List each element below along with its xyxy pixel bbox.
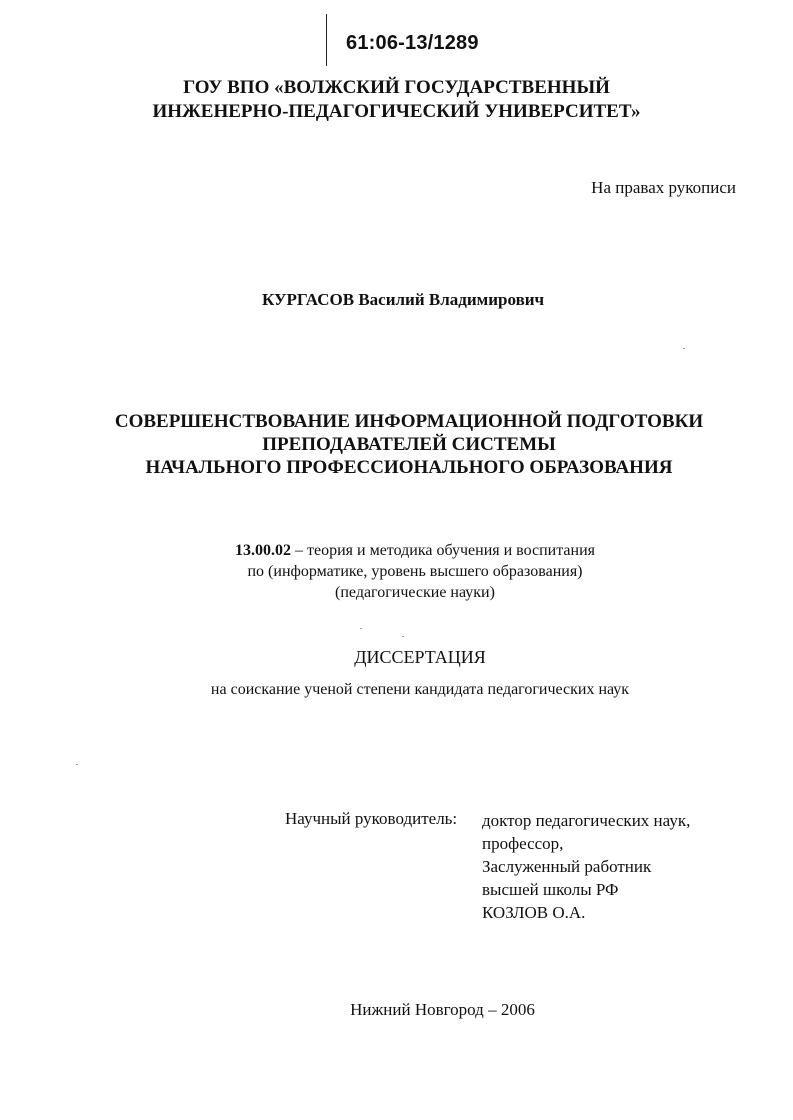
scan-speck [402, 636, 404, 637]
author-name [262, 290, 544, 310]
author-given-names: Василий Владимирович [358, 290, 545, 309]
document-type: ДИССЕРТАЦИЯ [354, 647, 486, 667]
scan-speck [360, 628, 362, 629]
scan-speck [683, 348, 685, 349]
rights-notice: На правах рукописи [591, 178, 736, 197]
archive-stamp-code: 61:06-13/1289 [346, 32, 479, 54]
title-line-3: НАЧАЛЬНОГО ПРОФЕССИОНАЛЬНОГО ОБРАЗОВАНИЯ [145, 457, 673, 478]
stamp-divider-line [326, 14, 327, 66]
supervisor-honor-line-2: высшей школы РФ [482, 880, 619, 899]
specialty-line-3: (педагогические науки) [335, 584, 495, 601]
specialty-line-2: по (информатике, уровень высшего образования) [247, 563, 583, 580]
supervisor-rank: профессор, [482, 834, 564, 853]
author-surname: КУРГАСОВ [262, 290, 355, 309]
specialty-name: – теория и методика обучения и воспитания [290, 542, 596, 559]
institution-line-1: ГОУ ВПО «ВОЛЖСКИЙ ГОСУДАРСТВЕННЫЙ [183, 77, 610, 98]
degree-statement: на соискание ученой степени кандидата педагогических наук [210, 681, 630, 698]
supervisor-details [482, 809, 690, 924]
specialty-block [0, 540, 793, 603]
city-and-year: Нижний Новгород – 2006 [350, 1000, 535, 1019]
scan-speck [76, 764, 78, 765]
institution-line-2: ИНЖЕНЕРНО-ПЕДАГОГИЧЕСКИЙ УНИВЕРСИТЕТ» [152, 101, 641, 122]
specialty-code: 13.00.02 [234, 542, 291, 559]
title-line-2: ПРЕПОДАВАТЕЛЕЙ СИСТЕМЫ [262, 434, 556, 455]
supervisor-degree: доктор педагогических наук, [482, 811, 691, 830]
supervisor-honor-line-1: Заслуженный работник [482, 857, 652, 876]
dissertation-title [0, 410, 793, 479]
title-line-1: СОВЕРШЕНСТВОВАНИЕ ИНФОРМАЦИОННОЙ ПОДГОТОВКИ [114, 411, 704, 432]
specialty-line-1 [0, 540, 793, 561]
supervisor-label: Научный руководитель: [285, 809, 458, 828]
supervisor-name: КОЗЛОВ О.А. [482, 903, 586, 922]
institution-name [0, 76, 793, 124]
